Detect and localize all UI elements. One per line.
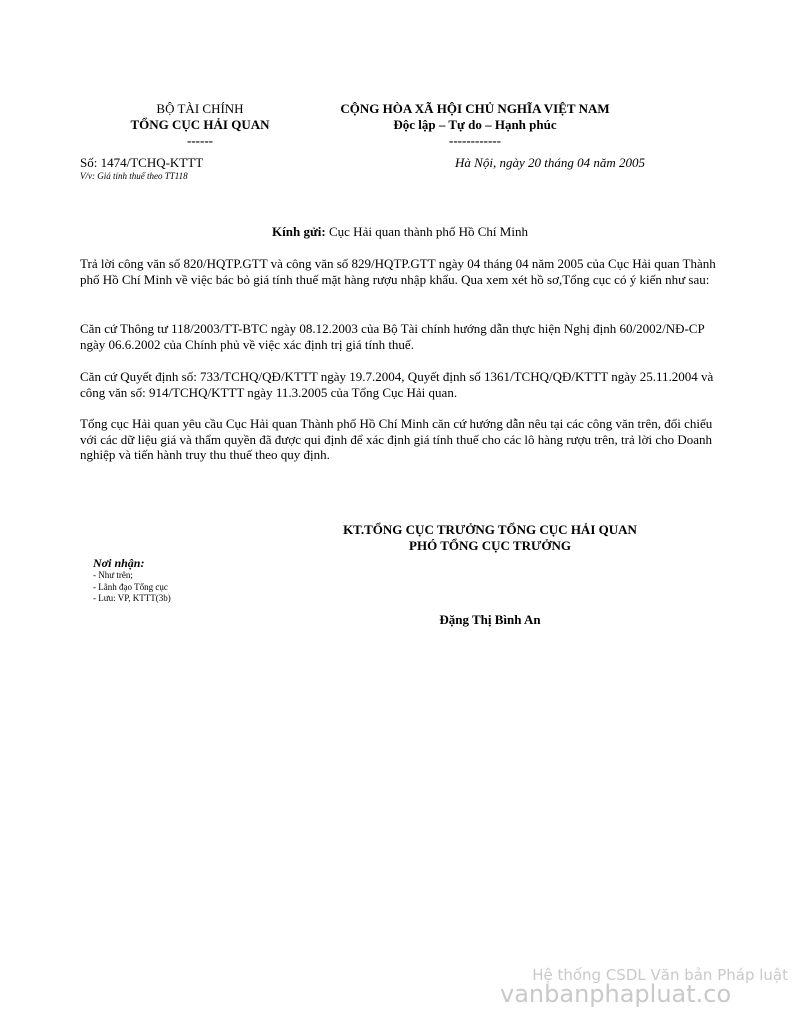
recipient-name: Cục Hải quan thành phố Hồ Chí Minh — [328, 224, 528, 239]
document-number: Số: 1474/TCHQ-KTTT — [80, 155, 204, 170]
ministry-name: BỘ TÀI CHÍNH — [156, 101, 244, 116]
body-paragraph: Căn cứ Thông tư 118/2003/TT-BTC ngày 08.12.2003 của Bộ Tài chính hướng dẫn thực hiện Nghị định 60/2002/NĐ-CP ngày 06.6.2002 của Chính phủ về việc xác định trị giá tính thuế. — [80, 321, 705, 352]
signer-title: PHÓ TỔNG CỤC TRƯỞNG — [409, 538, 571, 553]
recipient-item: - Lãnh đạo Tổng cục — [93, 581, 168, 592]
signer-name: Đặng Thị Bình An — [439, 612, 541, 627]
motto-divider: ------------ — [449, 133, 501, 148]
issuer-divider: ------ — [187, 133, 213, 148]
signing-authority: KT.TỔNG CỤC TRƯỞNG TỔNG CỤC HẢI QUAN — [343, 522, 637, 537]
recipient-line — [80, 224, 720, 240]
issuer-header — [100, 101, 300, 149]
country-name: CỘNG HÒA XÃ HỘI CHỦ NGHĨA VIỆT NAM — [340, 101, 610, 116]
document-subject: V/v: Giá tính thuế theo TT118 — [80, 171, 188, 181]
national-header — [305, 101, 645, 149]
body-paragraph: Tổng cục Hải quan yêu cầu Cục Hải quan Thành phố Hồ Chí Minh căn cứ hướng dẫn nêu tại các công văn trên, đối chiếu với các dữ liệu giá và thẩm quyền đã được qui định để xác định giá tính thuế cho các lô hàng rượu trên, trả lời cho Doanh nghiệp và tiến hành truy thu thuế theo quy định. — [80, 416, 713, 462]
recipients-list — [93, 556, 313, 605]
recipients-title: Nơi nhận: — [93, 556, 145, 570]
watermark-caption: Hệ thống CSDL Văn bản Pháp luật — [532, 966, 788, 984]
department-name: TỔNG CỤC HẢI QUAN — [130, 117, 270, 132]
national-motto: Độc lập – Tự do – Hạnh phúc — [393, 117, 557, 132]
body-paragraph: Căn cứ Quyết định số: 733/TCHQ/QĐ/KTTT ngày 19.7.2004, Quyết định số 1361/TCHQ/QĐ/KTTT ngày 25.11.2004 và công văn số: 914/TCHQ/KTTT ngày 11.3.2005 của Tổng Cục Hải quan. — [80, 369, 714, 400]
recipient-item: - Lưu: VP, KTTT(3b) — [93, 593, 171, 603]
document-date: Hà Nội, ngày 20 tháng 04 năm 2005 — [455, 155, 645, 170]
recipient-label: Kính gửi: — [272, 224, 326, 239]
watermark-site: vanbanphapluat.co — [500, 980, 732, 1008]
body-paragraph: Trả lời công văn số 820/HQTP.GTT và công văn số 829/HQTP.GTT ngày 04 tháng 04 năm 2005 của Cục Hải quan Thành phố Hồ Chí Minh về việc bác bỏ giá tính thuế mặt hàng rượu nhập khẩu. Qua xem xét hồ sơ,Tổng cục có ý kiến như sau: — [80, 256, 716, 287]
recipient-item: - Như trên; — [93, 570, 133, 580]
signature-block — [330, 522, 650, 554]
